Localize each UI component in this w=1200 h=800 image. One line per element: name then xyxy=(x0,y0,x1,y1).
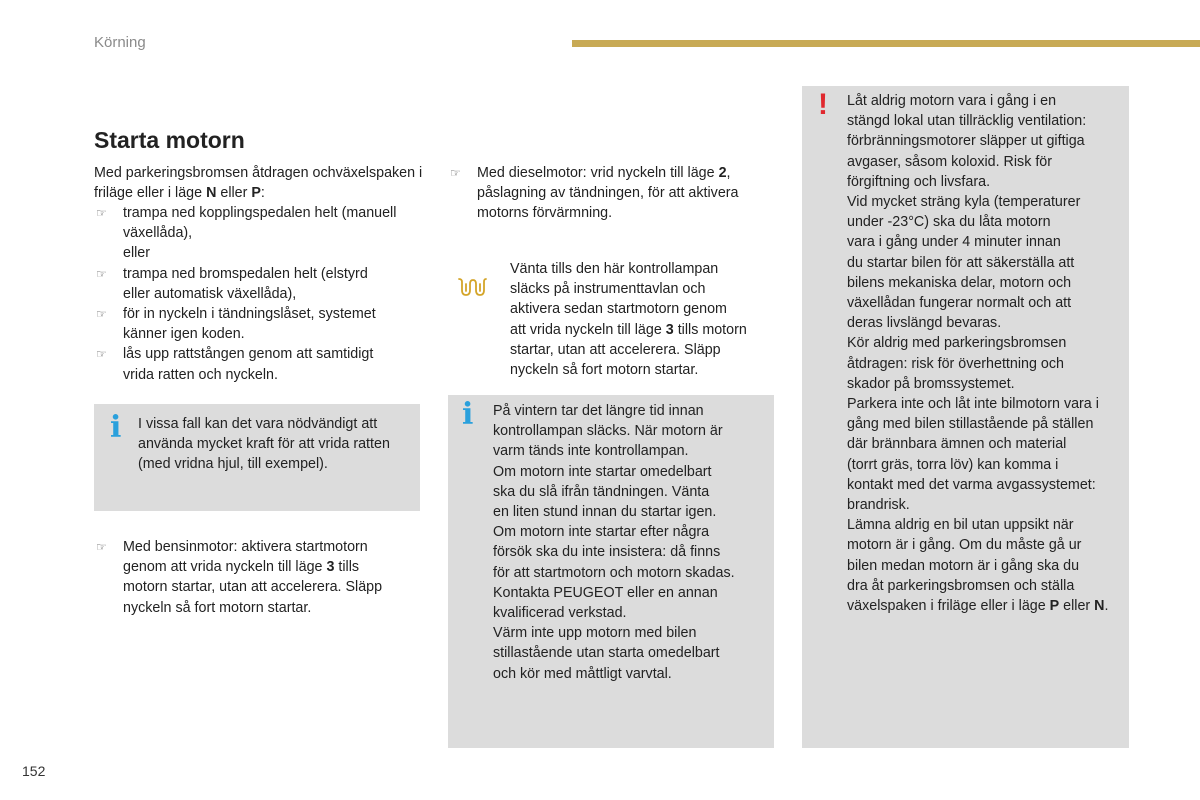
text-line: där brännbara ämnen och material xyxy=(847,436,1067,453)
bullet-icon: ☞ xyxy=(450,166,461,180)
text-line: Parkera inte och låt inte bilmotorn vara i xyxy=(847,396,1099,413)
text-line: och kör med måttligt varvtal. xyxy=(493,665,672,682)
text-line: trampa ned kopplingspedalen helt (manuell xyxy=(123,205,397,221)
list-item xyxy=(94,304,424,344)
text-line: stängd lokal utan tillräcklig ventilation: xyxy=(847,113,1087,130)
text-line: Kontakta PEUGEOT eller en annan xyxy=(493,584,718,601)
page-number: 152 xyxy=(22,763,46,779)
info-note-box xyxy=(94,404,420,511)
text-line: eller automatisk växellåda), xyxy=(123,285,297,302)
text-line: skador på bromssystemet. xyxy=(847,375,1015,392)
text-line: Kör aldrig med parkeringsbromsen xyxy=(847,335,1067,352)
text-line: att vrida nyckeln till läge 3 tills motorn xyxy=(510,321,747,338)
text-line: påslagning av tändningen, för att aktivera xyxy=(477,185,739,202)
text-line: trampa ned bromspedalen helt (elstyrd xyxy=(123,265,368,282)
text-line: Vänta tills den här kontrollampan xyxy=(510,261,719,277)
text-line: Lämna aldrig en bil utan uppsikt när xyxy=(847,517,1074,534)
glow-plug-icon xyxy=(457,276,487,298)
text-line: Vid mycket sträng kyla (temperaturer xyxy=(847,194,1081,211)
petrol-engine-step xyxy=(94,537,424,618)
warning-text xyxy=(847,91,1125,616)
text-line: motorn startar, utan att accelerera. Släpp xyxy=(123,579,383,596)
bold-value: 3 xyxy=(326,559,335,576)
diesel-engine-step xyxy=(448,163,768,224)
start-steps-list xyxy=(94,203,424,385)
text-line: bilen medan motorn är i gång ska du xyxy=(847,557,1080,574)
text-line: du startar bilen för att säkerställa att xyxy=(847,254,1075,271)
text-line: släcks på instrumenttavlan och xyxy=(510,281,706,298)
bold-value: P xyxy=(1049,598,1060,615)
text-line: kontakt med det varma avgassystemet: xyxy=(847,476,1096,493)
text-line: växelspaken i friläge eller i läge P eller N. xyxy=(847,598,1109,615)
text-line: växellådan fungerar normalt och att xyxy=(847,295,1072,312)
text-line: nyckeln så fort motorn startar. xyxy=(510,362,699,379)
text-line: (torrt gräs, torra löv) kan komma i xyxy=(847,456,1059,473)
text-line: (med vridna hjul, till exempel). xyxy=(138,456,328,473)
text-line: brandrisk. xyxy=(847,497,910,514)
bullet-icon: ☞ xyxy=(96,347,107,362)
text-line: Med dieselmotor: vrid nyckeln till läge 2, xyxy=(477,165,731,181)
text-line: Om motorn inte startar omedelbart xyxy=(493,463,712,480)
text-line: motorn är i gång. Om du måste gå ur xyxy=(847,537,1082,554)
glow-lamp-instructions xyxy=(510,259,772,380)
text-line: för in nyckeln i tändningslåset, systemet xyxy=(123,306,376,323)
text-line: vara i gång under 4 minuter innan xyxy=(847,234,1061,251)
bold-value: P xyxy=(251,185,261,202)
list-item xyxy=(94,344,424,384)
text-line: förbränningsmotorer släpper ut giftiga xyxy=(847,133,1085,150)
list-item xyxy=(94,537,424,618)
diesel-engine-text xyxy=(477,163,768,224)
bullet-icon: ☞ xyxy=(96,540,107,554)
warning-icon: ! xyxy=(818,88,828,121)
list-item xyxy=(94,203,424,243)
section-label: Körning xyxy=(94,34,146,51)
text-line: dra åt parkeringsbromsen och ställa xyxy=(847,577,1075,594)
text-line: försök ska du inte insistera: då finns xyxy=(493,544,721,561)
page-title: Starta motorn xyxy=(94,127,245,153)
text-line: aktivera sedan startmotorn genom xyxy=(510,301,727,318)
text-line: Med bensinmotor: aktivera startmotorn xyxy=(123,539,368,555)
list-item xyxy=(94,264,424,304)
text-line: växellåda), xyxy=(123,225,193,242)
winter-info-text xyxy=(493,401,768,684)
text-line: känner igen koden. xyxy=(123,326,245,343)
text-line: deras livslängd bevaras. xyxy=(847,315,1002,332)
text-line: avgaser, såsom koloxid. Risk för xyxy=(847,153,1053,170)
text-line: varm tänds inte kontrollampan. xyxy=(493,443,689,460)
info-icon: i xyxy=(462,397,474,432)
text-line: Med parkeringsbromsen åtdragen ochväxelspaken i friläge eller i läge N eller P: xyxy=(94,165,423,202)
text-line: en liten stund innan du startar igen. xyxy=(493,504,717,521)
text-line: använda mycket kraft för att vrida ratten xyxy=(138,436,390,453)
list-item xyxy=(448,163,768,224)
text-line: vrida ratten och nyckeln. xyxy=(123,366,278,383)
bold-value: N xyxy=(1094,598,1105,615)
text-line: förgiftning och livsfara. xyxy=(847,173,991,190)
bold-value: N xyxy=(206,185,217,202)
text-line: ska du slå ifrån tändningen. Vänta xyxy=(493,483,710,500)
text-line: Om motorn inte startar efter några xyxy=(493,524,710,541)
text-line: under -23°C) ska du låta motorn xyxy=(847,214,1051,231)
text-line: stillastående utan starta omedelbart xyxy=(493,645,720,662)
info-note-text xyxy=(138,414,414,475)
text-line: nyckeln så fort motorn startar. xyxy=(123,599,312,616)
text-line: kvalificerad verkstad. xyxy=(493,605,627,622)
text-line: kontrollampan släcks. När motorn är xyxy=(493,423,723,440)
list-connector: eller xyxy=(123,245,151,262)
bullet-icon: ☞ xyxy=(96,307,107,322)
warning-box xyxy=(802,86,1129,748)
text-line: Låt aldrig motorn vara i gång i en xyxy=(847,93,1057,109)
bullet-icon: ☞ xyxy=(96,206,107,220)
header-accent-bar xyxy=(572,40,1200,47)
text-line: På vintern tar det längre tid innan xyxy=(493,403,704,419)
bold-value: 2 xyxy=(718,165,727,181)
petrol-engine-text xyxy=(123,537,424,618)
bullet-icon: ☞ xyxy=(96,266,107,281)
intro-paragraph xyxy=(94,163,424,203)
text-line: startar, utan att accelerera. Släpp xyxy=(510,341,721,358)
text-line: åtdragen: risk för överhettning och xyxy=(847,355,1064,372)
text-line: motorns förvärmning. xyxy=(477,205,613,222)
text-line: I vissa fall kan det vara nödvändigt att xyxy=(138,416,378,432)
winter-info-box xyxy=(448,395,774,748)
text-line: för att startmotorn och motorn skadas. xyxy=(493,564,735,581)
text-line: Värm inte upp motorn med bilen xyxy=(493,625,697,642)
text-line: lås upp rattstången genom att samtidigt xyxy=(123,346,374,363)
bold-value: 3 xyxy=(665,321,674,338)
text-line: genom att vrida nyckeln till läge 3 tills xyxy=(123,559,360,576)
text-line: bilens mekaniska delar, motorn och xyxy=(847,274,1072,291)
text-line: gång med bilen stillastående på ställen xyxy=(847,416,1094,433)
info-icon: i xyxy=(110,410,122,445)
